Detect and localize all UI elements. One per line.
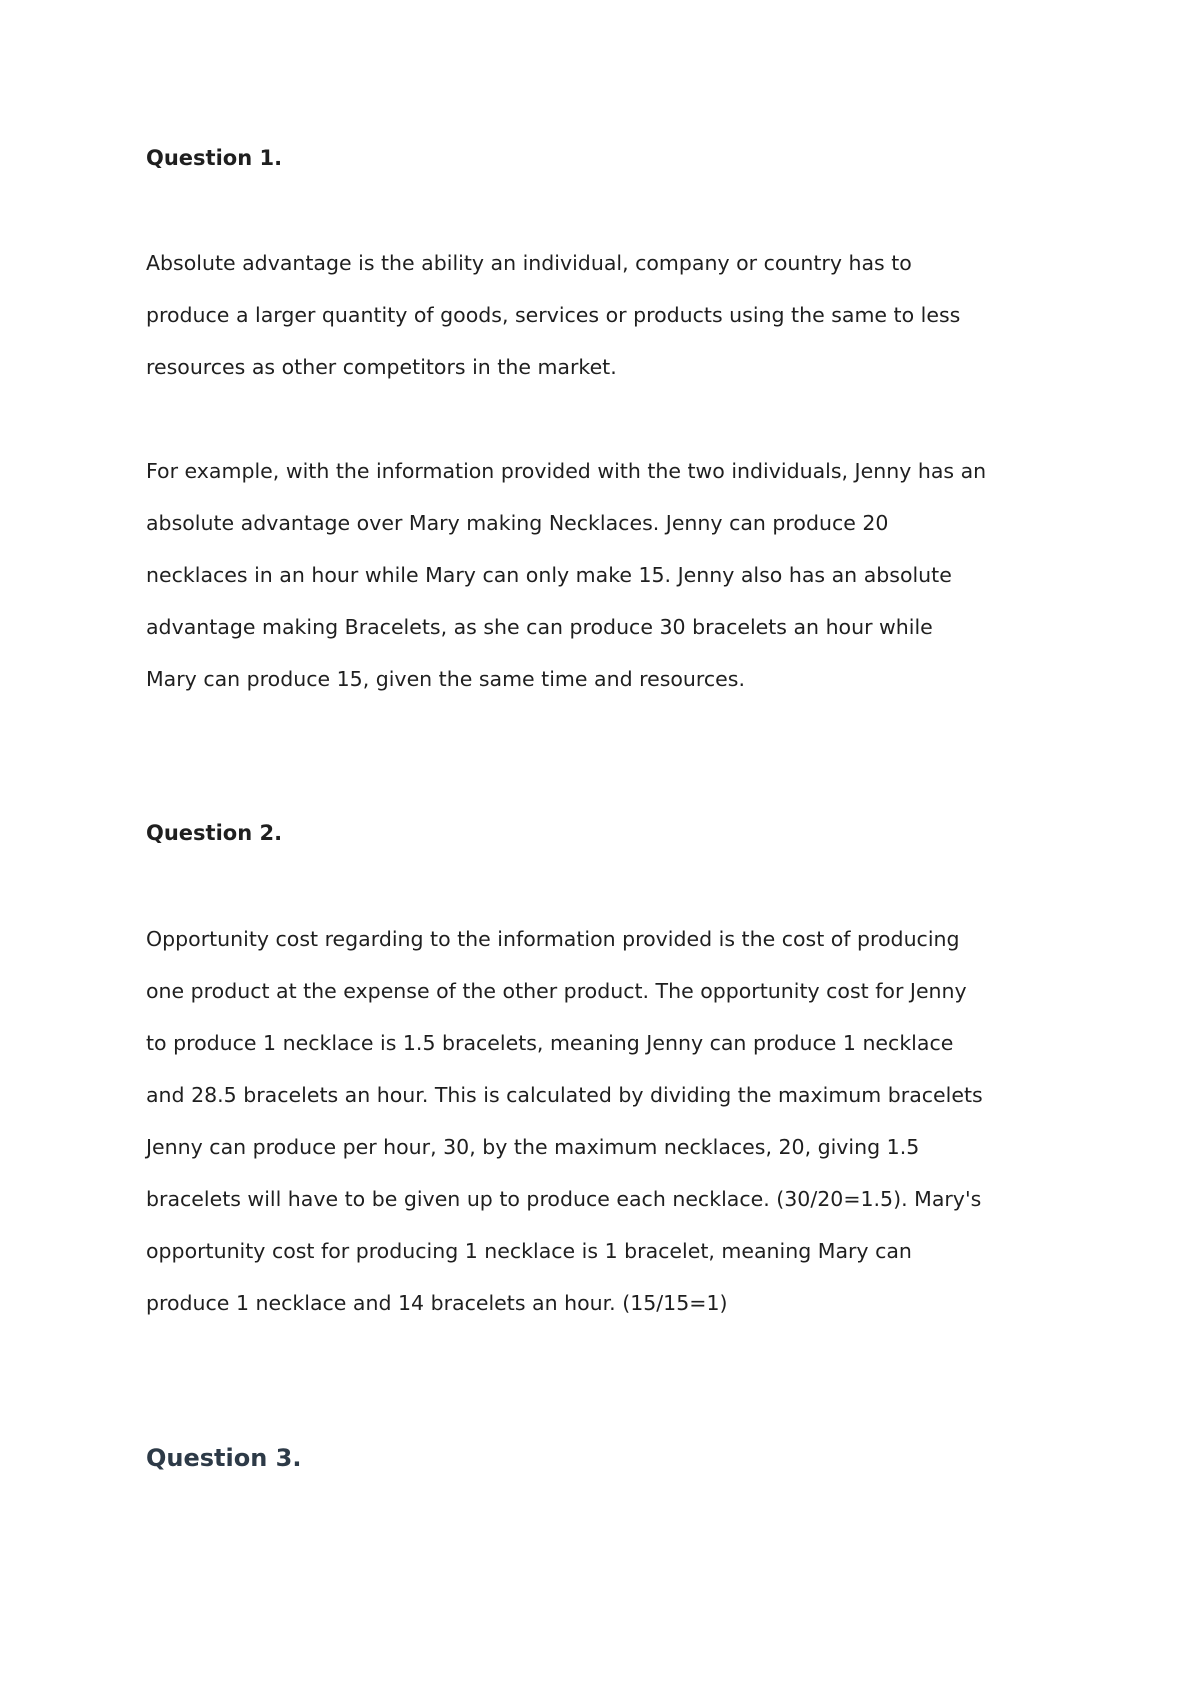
text-line: Mary can produce 15, given the same time and resources. [146,667,745,691]
question-1-heading: Question 1. [146,146,283,170]
text-line: bracelets will have to be given up to produce each necklace. (30/20=1.5). Mary's [146,1187,982,1211]
text-line: Opportunity cost regarding to the information provided is the cost of producing [146,927,960,951]
text-line: absolute advantage over Mary making Necklaces. Jenny can produce 20 [146,511,889,535]
text-line: produce 1 necklace and 14 bracelets an hour. (15/15=1) [146,1291,728,1315]
text-line: Absolute advantage is the ability an individual, company or country has to [146,251,912,275]
text-line: produce a larger quantity of goods, services or products using the same to less [146,303,961,327]
text-line: resources as other competitors in the market. [146,355,617,379]
question-2-heading: Question 2. [146,821,283,845]
text-line: and 28.5 bracelets an hour. This is calculated by dividing the maximum bracelets [146,1083,983,1107]
text-line: advantage making Bracelets, as she can produce 30 bracelets an hour while [146,615,933,639]
question-3-heading: Question 3. [146,1444,302,1472]
question-1-paragraph-1 [146,237,1076,393]
text-line: For example, with the information provided with the two individuals, Jenny has an [146,459,987,483]
text-line: necklaces in an hour while Mary can only make 15. Jenny also has an absolute [146,563,952,587]
question-2-paragraph-1 [146,913,1076,1329]
text-line: to produce 1 necklace is 1.5 bracelets, meaning Jenny can produce 1 necklace [146,1031,954,1055]
text-line: opportunity cost for producing 1 necklace is 1 bracelet, meaning Mary can [146,1239,912,1263]
text-line: one product at the expense of the other product. The opportunity cost for Jenny [146,979,967,1003]
text-line: Jenny can produce per hour, 30, by the maximum necklaces, 20, giving 1.5 [146,1135,920,1159]
question-1-paragraph-2 [146,445,1076,705]
